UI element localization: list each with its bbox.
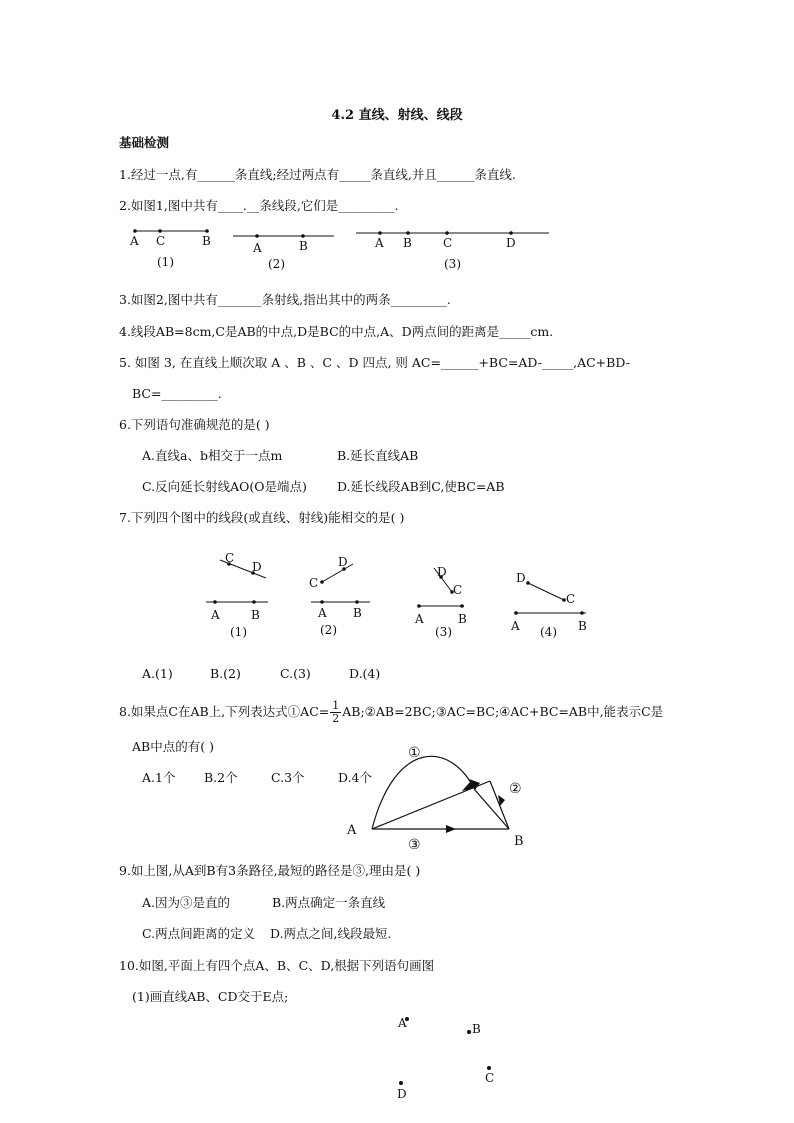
q8-text-post: AB;②AB=2BC;③AC=BC;④AC+BC=AB中,能表示C是 — [342, 704, 664, 719]
label-c: C — [453, 583, 463, 597]
section-heading: 基础检测 — [119, 135, 170, 150]
label-path-2: ② — [509, 781, 522, 797]
question-1: 1.经过一点,有______条直线;经过两点有_____条直线,并且______条直线. — [119, 167, 516, 182]
label-a: A — [375, 236, 384, 250]
label-d: D — [437, 565, 447, 579]
question-7: 7.下列四个图中的线段(或直线、射线)能相交的是( ) — [119, 510, 405, 525]
q9-option-c: C.两点间距离的定义 — [142, 926, 256, 941]
label-a: A — [398, 1016, 407, 1030]
label-a: A — [130, 234, 139, 248]
point-d — [399, 1081, 403, 1085]
fraction-denominator: 2 — [332, 712, 340, 725]
caption-3: (3) — [444, 257, 461, 271]
label-d: D — [252, 560, 262, 574]
label-d: D — [397, 1087, 407, 1101]
q6-option-a: A.直线a、b相交于一点m — [142, 448, 283, 463]
label-b: B — [578, 619, 587, 633]
q7-option-d: D.(4) — [349, 666, 381, 681]
label-c: C — [485, 1071, 495, 1085]
label-c: C — [156, 234, 166, 248]
point-b — [467, 1030, 471, 1034]
label-b: B — [353, 606, 362, 620]
label-c: C — [225, 551, 235, 565]
q7-option-c: C.(3) — [280, 666, 311, 681]
label-b: B — [458, 612, 467, 626]
label-b: B — [202, 234, 211, 248]
question-8-line-2: AB中点的有( ) — [132, 739, 214, 754]
q8-option-a: A.1个 — [142, 770, 176, 785]
point-c — [487, 1066, 491, 1070]
q6-option-c: C.反向延长射线AO(O是端点) — [142, 479, 307, 494]
caption-2: (2) — [320, 623, 337, 637]
label-a: A — [415, 612, 424, 626]
label-path-1: ① — [408, 745, 421, 761]
q9-option-a: A.因为③是直的 — [142, 895, 231, 910]
q8-option-b: B.2个 — [204, 770, 238, 785]
label-d: D — [338, 555, 348, 569]
caption-3: (3) — [435, 625, 452, 639]
page-title: 4.2 直线、射线、线段 — [331, 108, 463, 123]
label-path-3: ③ — [408, 837, 421, 853]
q8-option-c: C.3个 — [271, 770, 305, 785]
label-a: A — [253, 241, 262, 255]
question-9: 9.如上图,从A到B有3条路径,最短的路径是③,理由是( ) — [119, 863, 421, 878]
caption-2: (2) — [268, 257, 285, 271]
label-a: A — [347, 823, 357, 838]
q7-option-a: A.(1) — [142, 666, 173, 681]
label-d: D — [516, 571, 526, 585]
question-4: 4.线段AB=8cm,C是AB的中点,D是BC的中点,A、D两点间的距离是_____cm. — [119, 324, 554, 339]
caption-1: (1) — [157, 255, 174, 269]
question-6: 6.下列语句准确规范的是( ) — [119, 417, 270, 432]
label-b: B — [299, 239, 308, 253]
fraction-numerator: 1 — [332, 699, 340, 712]
label-b: B — [472, 1022, 481, 1036]
q9-option-b: B.两点确定一条直线 — [272, 895, 386, 910]
q9-option-d: D.两点之间,线段最短. — [270, 926, 392, 941]
caption-1: (1) — [230, 625, 247, 639]
q6-option-d: D.延长线段AB到C,使BC=AB — [337, 479, 505, 494]
question-5-line-2: BC=_________. — [132, 386, 222, 401]
label-b: B — [403, 236, 412, 250]
label-a: A — [211, 608, 220, 622]
label-b: B — [251, 608, 260, 622]
q7-option-b: B.(2) — [210, 666, 241, 681]
label-c: C — [566, 592, 576, 606]
q8-text-pre: 8.如果点C在AB上,下列表达式①AC= — [119, 704, 330, 719]
label-d: D — [506, 236, 516, 250]
label-c: C — [443, 236, 453, 250]
label-a: A — [511, 619, 520, 633]
question-10-part-1: (1)画直线AB、CD交于E点; — [132, 989, 289, 1004]
question-3: 3.如图2,图中共有_______条射线,指出其中的两条_________. — [119, 292, 451, 307]
caption-4: (4) — [540, 625, 557, 639]
label-a: A — [318, 606, 327, 620]
question-2: 2.如图1,图中共有____.__条线段,它们是_________. — [119, 198, 399, 213]
q6-option-b: B.延长直线AB — [337, 448, 419, 463]
question-10: 10.如图,平面上有四个点A、B、C、D,根据下列语句画图 — [119, 958, 435, 973]
label-b: B — [514, 834, 524, 849]
question-5-line-1: 5. 如图 3, 在直线上顺次取 A 、B 、C 、D 四点, 则 AC=______+BC=AD-_____,AC+BD- — [119, 355, 630, 370]
q8-option-d: D.4个 — [338, 770, 373, 785]
label-c: C — [309, 576, 319, 590]
